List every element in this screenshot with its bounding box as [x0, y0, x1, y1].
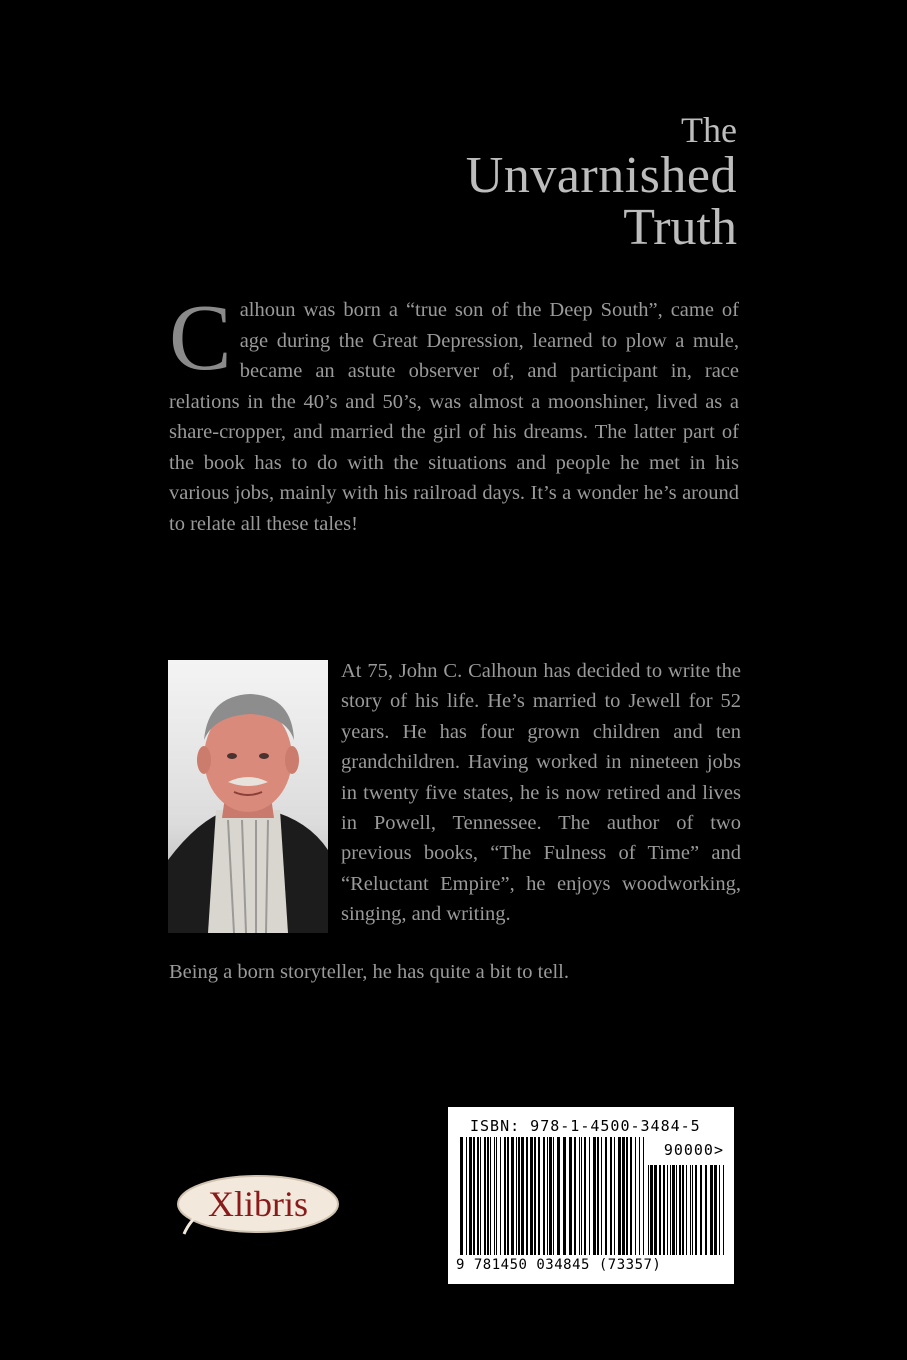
barcode-bar	[682, 1165, 684, 1255]
barcode-bar	[547, 1137, 548, 1255]
barcode-bar	[477, 1137, 479, 1255]
barcode-bar	[538, 1137, 540, 1255]
barcode-bar	[466, 1137, 467, 1255]
barcode-bar	[692, 1165, 693, 1255]
barcode-bar	[518, 1137, 520, 1255]
barcode-bar	[679, 1165, 681, 1255]
barcode-bar	[521, 1137, 524, 1255]
barcode-bar	[593, 1137, 596, 1255]
barcode-bar	[569, 1137, 572, 1255]
barcode-bar	[723, 1165, 724, 1255]
barcode-bar	[574, 1137, 576, 1255]
barcode-bar	[597, 1137, 599, 1255]
barcode-bar	[507, 1137, 509, 1255]
publisher-logo-text: Xlibris	[207, 1184, 309, 1224]
title-line-2: Unvarnished	[465, 147, 737, 204]
book-title	[466, 112, 737, 254]
barcode-bar	[534, 1137, 536, 1255]
barcode-bar	[610, 1137, 612, 1255]
barcode-bar	[601, 1137, 602, 1255]
blurb-text: alhoun was born a “true son of the Deep South”, came of age during the Great Depression, learned to plow a mule, became an astute observer of, and participant in, race relations in the 40’s and 50’s, was almost a moonshiner, lived as a share-cropper, and married the girl of his dreams. The latter part of the book has to do with the situations and people he met in his various jobs, mainly with his railroad days. It’s a wonder he’s around to relate all these tales!	[169, 299, 739, 535]
barcode-bar	[654, 1165, 657, 1255]
barcode-bar	[460, 1137, 463, 1255]
barcode-bar	[667, 1165, 668, 1255]
ean-barcode-bars	[460, 1137, 646, 1255]
barcode-bar	[530, 1137, 533, 1255]
barcode-bar	[494, 1137, 495, 1255]
addon-barcode-bars	[648, 1165, 724, 1255]
barcode-bar	[639, 1137, 640, 1255]
barcode-bar	[663, 1165, 665, 1255]
barcode-bar	[622, 1137, 625, 1255]
barcode-bar	[500, 1137, 501, 1255]
barcode-bar	[516, 1137, 517, 1255]
barcode-bar	[710, 1165, 713, 1255]
barcode-bar	[630, 1137, 632, 1255]
author-bio-last-line: Being a born storyteller, he has quite a bit to tell.	[169, 961, 569, 983]
barcode-bar	[690, 1165, 691, 1255]
barcode-bar	[557, 1137, 560, 1255]
barcode-bar	[635, 1137, 636, 1255]
ean-digits: 9 781450 034845 (73357)	[456, 1257, 662, 1273]
isbn-label: ISBN: 978-1-4500-3484-5	[470, 1117, 701, 1135]
barcode-bar	[714, 1165, 717, 1255]
barcode-bar	[549, 1137, 552, 1255]
author-photo	[168, 660, 328, 933]
barcode-bar	[650, 1165, 653, 1255]
barcode-bar	[469, 1137, 472, 1255]
barcode-bar	[686, 1165, 687, 1255]
barcode-bar	[526, 1137, 528, 1255]
barcode-bar	[553, 1137, 554, 1255]
barcode-bar	[496, 1137, 497, 1255]
barcode-bar	[581, 1137, 582, 1255]
barcode-bar	[480, 1137, 481, 1255]
title-line-1: The	[681, 110, 737, 150]
barcode-bar	[563, 1137, 566, 1255]
barcode-bar	[543, 1137, 545, 1255]
barcode-bar	[659, 1165, 661, 1255]
barcode-bar	[614, 1137, 615, 1255]
barcode-bar	[672, 1165, 675, 1255]
barcode-bar	[700, 1165, 702, 1255]
blurb-dropcap: C	[169, 286, 232, 390]
barcode-bar	[648, 1165, 649, 1255]
barcode-bar	[584, 1137, 586, 1255]
barcode-bar	[579, 1137, 580, 1255]
barcode-bar	[618, 1137, 621, 1255]
author-bio: At 75, John C. Calhoun has decided to write the story of his life. He’s married to Jewell for 52 years. He has four grown children and ten grandchildren. Having worked in nineteen jobs in twenty five states, he is now retired and lives in Powell, Tennessee. The author of two previous books, “The Fulness of Time” and “Reluctant Empire”, he enjoys woodworking, singing, and writing.	[341, 660, 741, 926]
barcode-bar	[626, 1137, 628, 1255]
barcode-bar	[676, 1165, 677, 1255]
barcode-bar	[695, 1165, 697, 1255]
barcode-bar	[719, 1165, 720, 1255]
price-code: 90000>	[663, 1141, 724, 1159]
barcode-bar	[643, 1137, 644, 1255]
barcode-bar	[484, 1137, 486, 1255]
barcode-bar	[473, 1137, 475, 1255]
barcode-bar	[487, 1137, 489, 1255]
barcode-bar	[504, 1137, 506, 1255]
title-line-3: Truth	[623, 199, 737, 256]
barcode-bar	[511, 1137, 514, 1255]
publisher-logo	[172, 1172, 342, 1242]
barcode-bar	[589, 1137, 590, 1255]
barcode-bar	[605, 1137, 607, 1255]
book-blurb	[169, 286, 739, 539]
barcode-bar	[490, 1137, 491, 1255]
isbn-barcode	[448, 1107, 734, 1284]
barcode-bar	[705, 1165, 707, 1255]
barcode-bar	[670, 1165, 671, 1255]
